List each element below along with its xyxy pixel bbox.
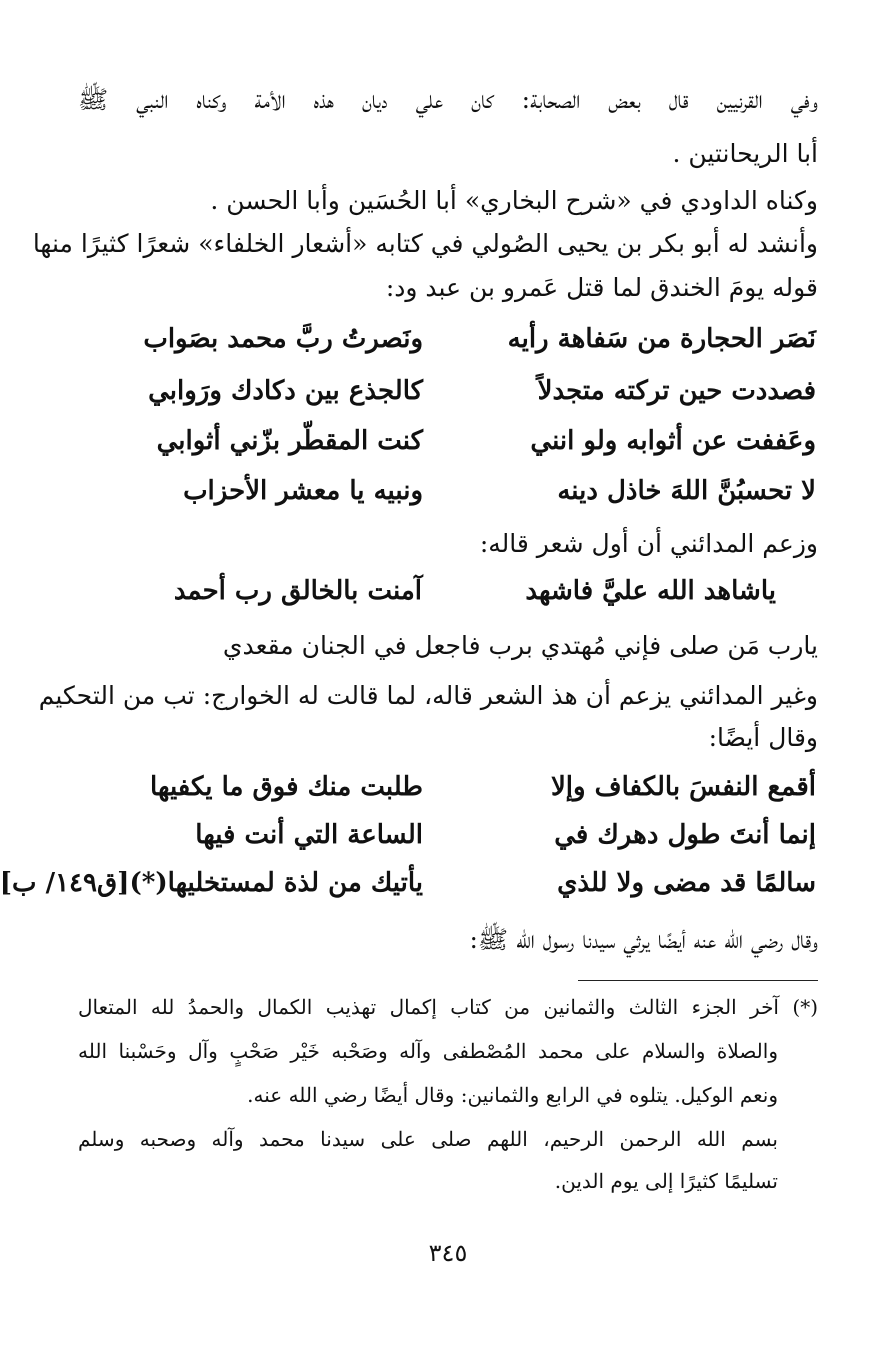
verse-hemistich-first: نَصَر الحجارة من سَفاهة رأيه (507, 324, 816, 354)
footnote-line: (*) آخر الجزء الثالث والثمانين من كتاب إكمال تهذيب الكمال والحمدُ لله المتعال (78, 995, 818, 1019)
verse-hemistich-second: ونَصرتُ ربَّ محمد بصَواب (143, 324, 423, 354)
verse-hemistich-second: آمنت بالخالق رب أحمد (173, 576, 422, 606)
footnote-line: بسم الله الرحمن الرحيم، اللهم صلى على سيدنا محمد وآله وصحبه وسلم (78, 1127, 778, 1151)
text-line: يارب مَن صلى فإني مُهتدي برب فاجعل في الجنان مقعدي (222, 631, 818, 660)
footnote-line: تسليمًا كثيرًا إلى يوم الدين. (554, 1169, 778, 1193)
verse-hemistich-second: كالجذع بين دكادك ورَوابي (148, 376, 423, 406)
footnote-line: والصلاة والسلام على محمد المُصْطفى وآله وصَحْبه خَيْر صَحْبٍ وآل وحَسْبنا الله (78, 1039, 778, 1063)
verse-hemistich-second: الساعة التي أنت فيها (195, 820, 423, 850)
verse-hemistich-second: كنت المقطّر بزّني أثوابي (156, 426, 423, 456)
text-line: وقال رضي الله عنه أيضًا يرثي سيدنا رسول الله ﷺ: (469, 925, 818, 954)
text-line: أبا الريحانتين . (672, 139, 818, 168)
verse-hemistich-first: لا تحسبُنَّ اللهَ خاذل دينه (557, 476, 816, 506)
verse-hemistich-second: ونبيه يا معشر الأحزاب (183, 476, 423, 506)
footnote-line: ونعم الوكيل. يتلوه في الرابع والثمانين: وقال أيضًا رضي الله عنه. (247, 1083, 778, 1107)
verse-hemistich-first: إنما أنتَ طول دهرك في (554, 820, 816, 850)
verse-hemistich-first: فصددت حين تركته متجدلاً (537, 376, 816, 406)
text-line: وغير المدائني يزعم أن هذ الشعر قاله، لما قالت له الخوارج: تب من التحكيم (38, 681, 818, 710)
page-number: ٣٤٥ (428, 1239, 468, 1267)
text-line: وفي القرنيين قال بعض الصحابة: كان علي ديان هذه الأمة وكناه النبي ﷺ (78, 85, 818, 114)
text-line: وأنشد له أبو بكر بن يحيى الصُولي في كتابه «أشعار الخلفاء» شعرًا كثيرًا منها (32, 229, 818, 258)
verse-hemistich-first: أقمع النفسَ بالكفاف وإلا (550, 772, 816, 802)
verse-hemistich-second: يأتيك من لذة لمستخليها(*)[ق١٤٩/ ب] (0, 868, 423, 898)
verse-hemistich-first: سالمًا قد مضى ولا للذي (557, 868, 816, 898)
text-line: وزعم المدائني أن أول شعر قاله: (479, 529, 818, 558)
verse-hemistich-first: ياشاهد الله عليَّ فاشهد (525, 576, 776, 606)
text-line: وكناه الداودي في «شرح البخاري» أبا الحُسَين وأبا الحسن . (210, 186, 818, 215)
verse-hemistich-second: طلبت منك فوق ما يكفيها (150, 772, 423, 802)
verse-hemistich-first: وعَففت عن أثوابه ولو انني (530, 426, 816, 456)
text-line: وقال أيضًا: (708, 723, 818, 752)
footnote-divider (578, 980, 818, 981)
text-line: قوله يومَ الخندق لما قتل عَمرو بن عبد ود: (385, 273, 818, 302)
